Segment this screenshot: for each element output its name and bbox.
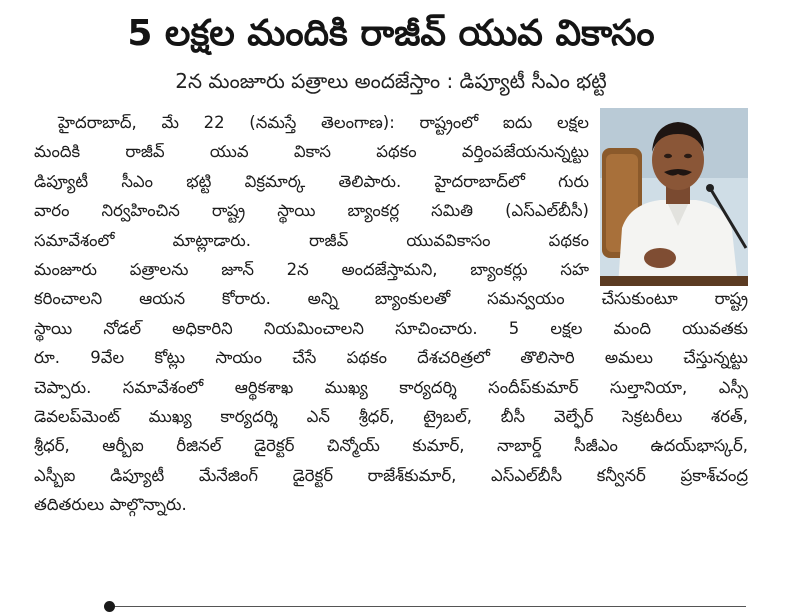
article-line: వారం నిర్వహించిన రాష్ట్ర స్థాయి బ్యాంకర్ల సమితి (ఎస్ఎల్‌బీసీ) [34, 201, 589, 221]
article-line: డెవలప్‌మెంట్ ముఖ్య కార్యదర్శి ఎన్ శ్రీధర్, ట్రైబల్, బీసీ వెల్ఫేర్ సెక్రటరీలు శరత్, [34, 407, 748, 427]
article-line: తదితరులు పాల్గొన్నారు. [34, 495, 187, 515]
article-line: సమావేశంలో మాట్లాడారు. రాజీవ్ యువవికాసం పథకం [34, 230, 589, 250]
portrait-photo-icon [600, 108, 748, 286]
article-line: ఎస్బీఐ డిప్యూటీ మేనేజింగ్ డైరెక్టర్ రాజేశ్‌కుమార్, ఎస్ఎల్‌బీసీ కన్వీనర్ ప్రకాశ్‌చంద్ర [34, 465, 748, 485]
news-clipping [12, 0, 770, 613]
article-line: మంజూరు పత్రాలను జూన్ 2న అందజేస్తామని, బ్యాంకర్లు సహ [34, 260, 589, 280]
article-line: మందికి రాజీవ్ యువ వికాస పథకం వర్తింపజేయనున్నట్టు [34, 142, 589, 162]
page-edge [770, 0, 800, 613]
bullet-dot-icon [104, 601, 115, 612]
article-line: హైదరాబాద్, మే 22 (నమస్తే తెలంగాణ): రాష్ట్రంలో ఐదు లక్షల [58, 113, 589, 132]
bottom-divider [110, 606, 746, 607]
article-line: శ్రీధర్, ఆర్బీఐ రీజినల్ డైరెక్టర్ చిన్మోయ్ కుమార్, నాబార్డ్ సీజీఎం ఉదయ్‌భాస్కర్, [34, 436, 748, 456]
article-line: చెప్పారు. సమావేశంలో ఆర్థికశాఖ ముఖ్య కార్యదర్శి సందీప్‌కుమార్ సుల్తానియా, ఎస్సీ [34, 377, 748, 397]
article-line: రూ. 9వేల కోట్లు సాయం చేసే పథకం దేశచరిత్రలో తొలిసారి అమలు చేస్తున్నట్టు [34, 348, 748, 368]
article-body [34, 108, 748, 588]
headline: 5 లక్షల మందికి రాజీవ్ యువ వికాసం [127, 13, 655, 54]
article-line: కరించాలని ఆయన కోరారు. అన్ని బ్యాంకులతో సమన్వయం చేసుకుంటూ రాష్ట్ర [34, 289, 748, 309]
article-line: డిప్యూటీ సీఎం భట్టి విక్రమార్క తెలిపారు. హైదరాబాద్‌లో గురు [34, 171, 589, 191]
article-line: స్థాయి నోడల్ అధికారిని నియమించాలని సూచించారు. 5 లక్షల మంది యువతకు [34, 318, 748, 338]
portrait-photo [600, 108, 748, 286]
subheadline: 2న మంజూరు పత్రాలు అందజేస్తాం : డిప్యూటీ సీఎం భట్టి [175, 69, 607, 93]
